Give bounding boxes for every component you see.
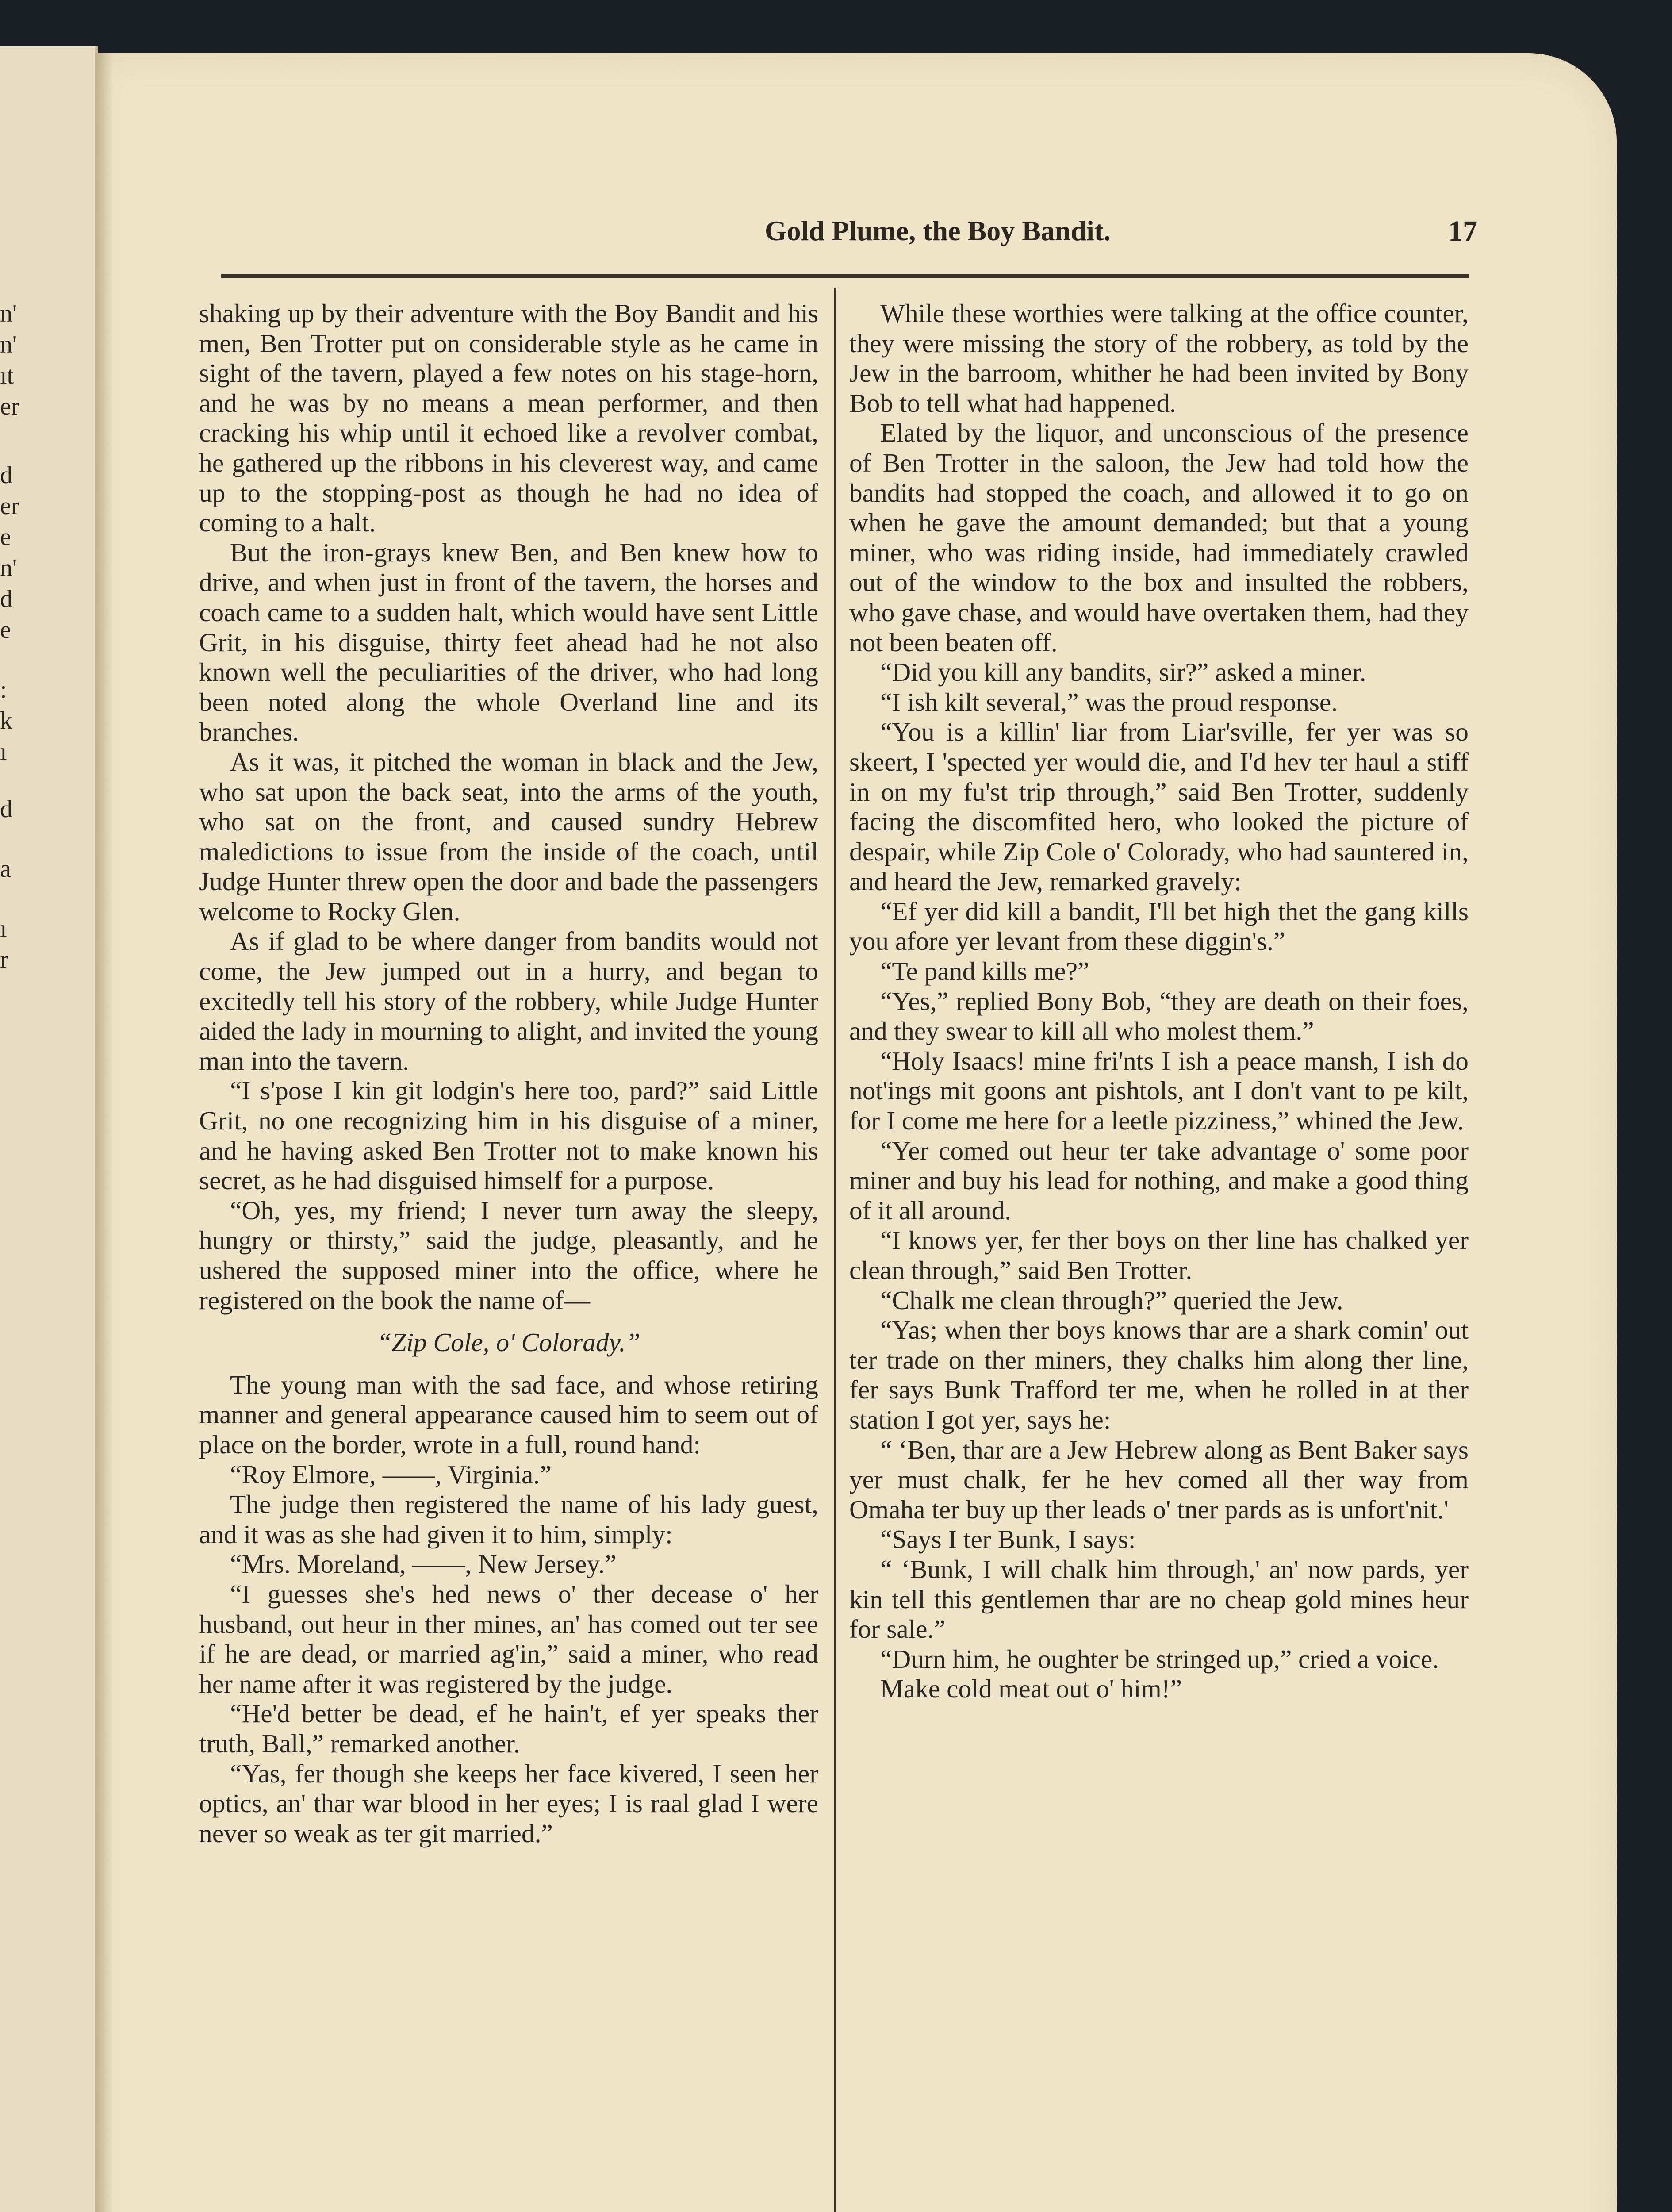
paragraph: “Roy Elmore, ——, Virginia.” <box>230 1459 552 1489</box>
paragraph: As it was, it pitched the woman in black and the Jew, who sat upon the back seat, into the arms of the youth, who sat on the front, and caused sundry Hebrew maledictions to issue from the inside of the coach, until Judge Hunter threw open the door and bade the passengers welcome to Rocky Glen. <box>199 747 818 926</box>
paragraph: “Mrs. Moreland, ——, New Jersey.” <box>230 1549 617 1579</box>
paragraph: While these worthies were talking at the office counter, they were missing the story of the robbery, as told by the Jew in the barroom, whither he had been invited by Bony Bob to tell what had happened. <box>849 299 1469 418</box>
registered-name: “Zip Cole, o' Colorady.” <box>377 1328 640 1357</box>
facing-page-fragment: n' <box>0 554 17 582</box>
running-title: Gold Plume, the Boy Bandit. <box>764 215 1111 246</box>
facing-page-fragment: k <box>0 707 12 734</box>
paragraph: “Yes,” replied Bony Bob, “they are death on their foes, and they swear to kill all who molest them.” <box>849 986 1469 1046</box>
facing-page-fragment: ıt <box>0 362 14 389</box>
paragraph: “I knows yer, fer ther boys on ther line has chalked yer clean through,” said Ben Trotter. <box>849 1225 1469 1285</box>
facing-page-fragment: a <box>0 855 11 883</box>
left-column <box>199 299 818 2212</box>
paragraph: “I s'pose I kin git lodgin's here too, pard?” said Little Grit, no one recognizing him in his disguise of a miner, and he having asked Ben Trotter not to make known his secret, as he had disguised himself for a purpose. <box>199 1076 818 1195</box>
facing-page-fragment: d <box>0 795 12 823</box>
paragraph: “Durn him, he oughter be stringed up,” cried a voice. <box>880 1644 1439 1674</box>
facing-page-fragment: d <box>0 461 12 489</box>
paragraph: “Te pand kills me?” <box>880 956 1089 986</box>
paragraph: The judge then registered the name of his lady guest, and it was as she had given it to him, simply: <box>199 1490 818 1549</box>
facing-page-fragment: ı <box>0 738 7 765</box>
facing-page-fragment: : <box>0 676 7 703</box>
paragraph: The young man with the sad face, and whose retiring manner and general appearance caused him to seem out of place on the border, wrote in a full, round hand: <box>199 1370 818 1459</box>
paragraph: “Ef yer did kill a bandit, I'll bet high thet the gang kills you afore yer levant from these diggin's.” <box>849 896 1469 956</box>
paragraph: “Says I ter Bunk, I says: <box>880 1525 1136 1554</box>
paragraph: “Did you kill any bandits, sir?” asked a miner. <box>880 657 1366 687</box>
paragraph: “Oh, yes, my friend; I never turn away the sleepy, hungry or thirsty,” said the judge, pleasantly, and he ushered the supposed miner into the office, where he registered on the book the name of— <box>199 1195 818 1315</box>
paragraph: “You is a killin' liar from Liar'sville, fer yer was so skeert, I 'spected yer would die, and I'd hev ter haul a stiff in on my fu'st trip through,” said Ben Trotter, suddenly facing the discomfited hero, who looked the picture of despair, while Zip Cole o' Colorady, who had sauntered in, and heard the Jew, remarked gravely: <box>849 717 1469 896</box>
right-column <box>849 299 1469 2212</box>
paragraph: shaking up by their adventure with the Boy Bandit and his men, Ben Trotter put on considerable style as he came in sight of the tavern, played a few notes on his stage-horn, and he was by no means a mean performer, and then cracking his whip until it echoed like a revolver combat, he gathered up the ribbons in his cleverest way, and came up to the stopping-post as though he had no idea of coming to a halt. <box>199 299 818 538</box>
page-gutter-shadow <box>95 53 113 2212</box>
paragraph: Elated by the liquor, and unconscious of the presence of Ben Trotter in the saloon, the Jew had told how the bandits had stopped the coach, and allowed it to go on when he gave the amount demanded; but that a young miner, who was riding inside, had immediately crawled out of the window to the box and insulted the robbers, who gave chase, and would have overtaken them, had they not been beaten off. <box>849 418 1469 657</box>
facing-page-fragment: n' <box>0 300 17 327</box>
facing-page-fragment: r <box>0 946 8 973</box>
facing-page-fragment: e <box>0 523 11 551</box>
facing-page-fragment: er <box>0 393 19 420</box>
column-divider <box>834 288 836 2212</box>
paragraph: “Chalk me clean through?” queried the Jew. <box>880 1285 1343 1315</box>
paragraph: “ ‘Ben, thar are a Jew Hebrew along as Bent Baker says yer must chalk, fer he hev comed all ther way from Omaha ter buy up ther leads o' tner pards as is unfort'nit.' <box>849 1435 1469 1524</box>
paragraph: “I ish kilt several,” was the proud response. <box>880 687 1338 717</box>
page-header <box>203 215 1477 263</box>
paragraph: “Yas; when ther boys knows thar are a shark comin' out ter trade on ther miners, they chalks him along ther line, fer says Bunk Trafford ter me, when he rolled in at ther station I got yer, says he: <box>849 1315 1469 1434</box>
facing-page-fragment: e <box>0 616 11 644</box>
paragraph: But the iron-grays knew Ben, and Ben knew how to drive, and when just in front of the tavern, the horses and coach came to a sudden halt, which would have sent Little Grit, in his disguise, thirty feet ahead had he not also known well the peculiarities of the driver, who had long been noted along the whole Overland line and its branches. <box>199 538 818 747</box>
paragraph: “Holy Isaacs! mine fri'nts I ish a peace mansh, I ish do not'ings mit goons ant pishtols, ant I don't vant to pe kilt, for I come me here for a leetle pizziness,” whined the Jew. <box>849 1046 1469 1136</box>
facing-page-fragment: n' <box>0 331 17 358</box>
paragraph: “He'd better be dead, ef he hain't, ef yer speaks ther truth, Ball,” remarked another. <box>199 1699 818 1758</box>
paragraph: “Yer comed out heur ter take advantage o' some poor miner and buy his lead for nothing, and make a good thing of it all around. <box>849 1136 1469 1225</box>
paragraph: “I guesses she's hed news o' ther decease o' her husband, out heur in ther mines, an' has comed out ter see if he are dead, or married ag'in,” said a miner, who read her name after it was registered by the judge. <box>199 1579 818 1698</box>
facing-page-edge <box>0 46 98 2212</box>
page-number: 17 <box>1448 215 1477 247</box>
paragraph: “Yas, fer though she keeps her face kivered, I seen her optics, an' thar war blood in her eyes; I is raal glad I were never so weak as ter git married.” <box>199 1759 818 1848</box>
paragraph: “ ‘Bunk, I will chalk him through,' an' now pards, yer kin tell this gentlemen thar are no cheap gold mines heur for sale.” <box>849 1554 1469 1644</box>
paragraph: Make cold meat out o' him!” <box>880 1674 1182 1704</box>
paragraph: As if glad to be where danger from bandits would not come, the Jew jumped out in a hurry, and began to excitedly tell his story of the robbery, while Judge Hunter aided the lady in mourning to alight, and invited the young man into the tavern. <box>199 926 818 1075</box>
header-rule <box>221 274 1469 278</box>
facing-page-fragment: ı <box>0 915 7 942</box>
facing-page-fragment: d <box>0 585 12 613</box>
facing-page-fragment: er <box>0 492 19 520</box>
